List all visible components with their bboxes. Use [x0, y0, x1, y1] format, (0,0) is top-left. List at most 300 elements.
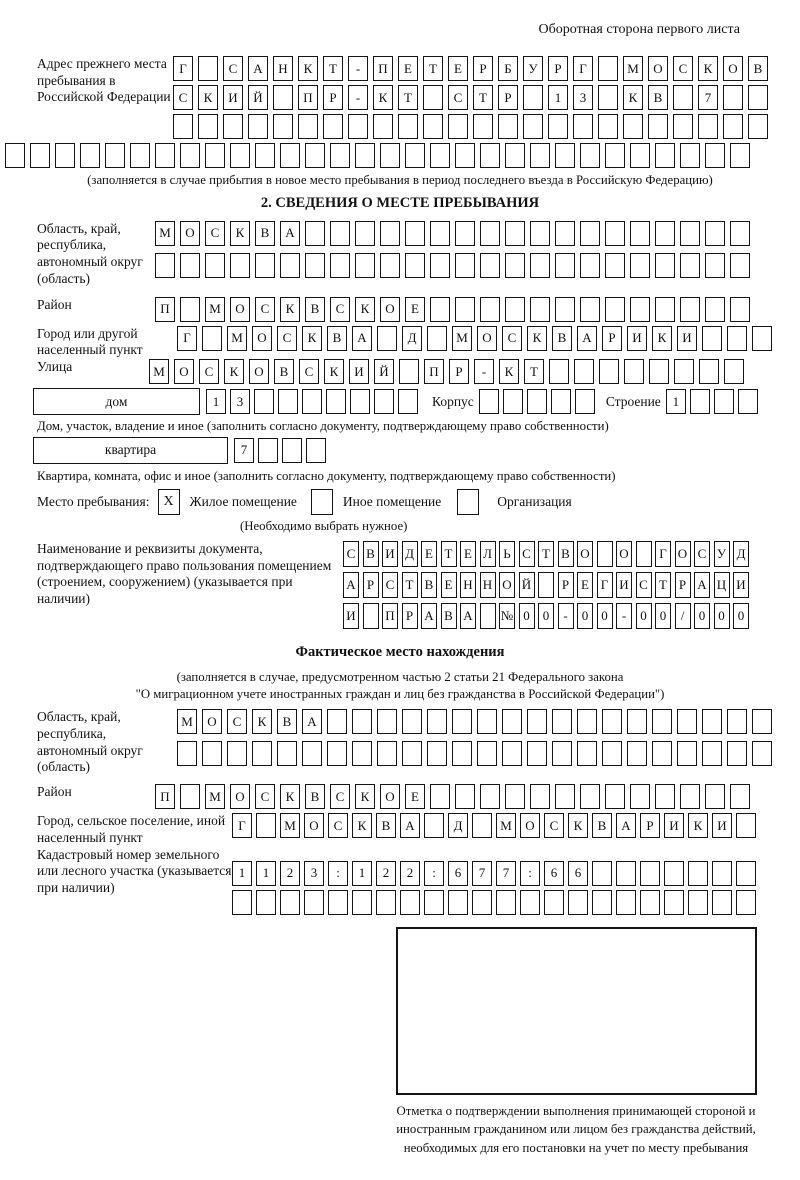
checkbox-organization: [457, 489, 479, 515]
char-cell: В: [648, 85, 668, 110]
char-cell: М: [205, 297, 225, 322]
actual-location-note-1: (заполняется в случае, предусмотренном частью 2 статьи 21 Федерального закона: [176, 669, 624, 684]
house-box: дом: [33, 388, 200, 415]
char-cell-empty: [577, 709, 597, 734]
char-cell: Р: [640, 813, 660, 838]
char-cell-empty: [155, 253, 175, 278]
char-cell: 3: [573, 85, 593, 110]
char-cell: Ь: [499, 541, 515, 567]
char-cell: И: [382, 541, 398, 567]
char-cell: /: [675, 603, 691, 629]
char-cell: №: [499, 603, 515, 629]
stroenie-cells: [666, 389, 758, 414]
char-cell-empty: [727, 709, 747, 734]
char-cell: 1: [666, 389, 686, 414]
char-cell-empty: [688, 861, 708, 886]
char-cell-empty: [376, 890, 396, 915]
char-cell: К: [298, 56, 318, 81]
char-cell: Р: [323, 85, 343, 110]
char-cell-empty: [598, 85, 618, 110]
char-cell-empty: [699, 359, 719, 384]
char-cell: Е: [448, 56, 468, 81]
char-cell-empty: [549, 359, 569, 384]
char-cell: 1: [232, 861, 252, 886]
char-cell-empty: [180, 143, 200, 168]
prev-address-cells: [173, 56, 768, 143]
char-cell: М: [496, 813, 516, 838]
char-cell: В: [552, 326, 572, 351]
char-cell: Т: [441, 541, 457, 567]
char-cell: К: [224, 359, 244, 384]
char-cell: Т: [323, 56, 343, 81]
char-cell-empty: [523, 85, 543, 110]
char-cell-empty: [355, 253, 375, 278]
char-cell: А: [421, 603, 437, 629]
char-cell-empty: [330, 253, 350, 278]
char-cell: А: [616, 813, 636, 838]
char-cell-empty: [597, 541, 613, 567]
char-cell-empty: [505, 221, 525, 246]
char-cell-empty: [568, 890, 588, 915]
char-cell: С: [277, 326, 297, 351]
char-cell-empty: [306, 438, 326, 463]
char-cell-empty: [280, 890, 300, 915]
char-cell: У: [714, 541, 730, 567]
char-cell-empty: [480, 603, 496, 629]
char-cell-empty: [202, 326, 222, 351]
char-cell: О: [499, 572, 515, 598]
char-cell: К: [355, 297, 375, 322]
char-cell-empty: [398, 389, 418, 414]
char-cell: П: [424, 359, 444, 384]
char-cell: 6: [568, 861, 588, 886]
char-cell: А: [694, 572, 710, 598]
char-cell-empty: [723, 85, 743, 110]
char-cell-empty: [655, 253, 675, 278]
char-cell-empty: [530, 143, 550, 168]
char-cell-empty: [198, 56, 218, 81]
char-cell-empty: [377, 709, 397, 734]
char-cell-empty: [430, 784, 450, 809]
char-cell: 3: [230, 389, 250, 414]
actual-region-block: [37, 709, 800, 776]
char-cell-empty: [455, 143, 475, 168]
char-cell-empty: [730, 784, 750, 809]
char-cell-empty: [230, 143, 250, 168]
house-cells: [206, 389, 418, 414]
char-cell-empty: [202, 741, 222, 766]
cadastral-row-1: [232, 861, 756, 886]
char-cell-empty: [738, 389, 758, 414]
char-cell: С: [328, 813, 348, 838]
char-cell: 0: [655, 603, 671, 629]
char-cell: 7: [698, 85, 718, 110]
char-cell: К: [688, 813, 708, 838]
char-cell-empty: [327, 741, 347, 766]
char-cell-empty: [555, 784, 575, 809]
char-cell-empty: [555, 143, 575, 168]
char-cell: И: [616, 572, 632, 598]
char-cell: О: [202, 709, 222, 734]
char-cell-empty: [674, 359, 694, 384]
char-cell: П: [155, 784, 175, 809]
char-cell-empty: [555, 297, 575, 322]
char-cell: И: [349, 359, 369, 384]
char-cell-empty: [298, 114, 318, 139]
char-cell-empty: [477, 709, 497, 734]
char-cell-empty: [326, 389, 346, 414]
char-cell-empty: [348, 114, 368, 139]
char-cell: С: [330, 297, 350, 322]
char-cell: В: [421, 572, 437, 598]
char-cell: Е: [421, 541, 437, 567]
actual-district-row: [155, 784, 750, 809]
korpus-cells: [479, 389, 595, 414]
char-cell-empty: [302, 389, 322, 414]
char-cell-empty: [505, 297, 525, 322]
char-cell-empty: [480, 143, 500, 168]
actual-location-note-2: "О миграционном учете иностранных граждан и лиц без гражданства в Российской Федерации"): [135, 686, 665, 701]
char-cell-empty: [496, 890, 516, 915]
char-cell: 7: [496, 861, 516, 886]
char-cell: В: [327, 326, 347, 351]
char-cell-empty: [552, 741, 572, 766]
char-cell-empty: [227, 741, 247, 766]
char-cell: С: [544, 813, 564, 838]
char-cell-empty: [278, 389, 298, 414]
street-label: Улица: [37, 359, 73, 375]
char-cell-empty: [373, 114, 393, 139]
char-cell-empty: [503, 389, 523, 414]
char-cell-empty: [400, 890, 420, 915]
street-row: [149, 359, 744, 384]
char-cell: Р: [498, 85, 518, 110]
char-cell-empty: [616, 890, 636, 915]
cadastral-block: [37, 847, 800, 919]
char-cell: -: [474, 359, 494, 384]
char-cell-empty: [555, 253, 575, 278]
char-cell: С: [636, 572, 652, 598]
char-cell-empty: [448, 114, 468, 139]
char-cell: -: [558, 603, 574, 629]
char-cell: О: [477, 326, 497, 351]
char-cell-empty: [727, 326, 747, 351]
char-cell-empty: [630, 784, 650, 809]
char-cell-empty: [350, 389, 370, 414]
char-cell-empty: [430, 143, 450, 168]
char-cell: Т: [473, 85, 493, 110]
char-cell-empty: [405, 253, 425, 278]
char-cell-empty: [304, 890, 324, 915]
char-cell: О: [230, 784, 250, 809]
char-cell-empty: [255, 253, 275, 278]
char-cell: Г: [232, 813, 252, 838]
section2-title: 2. СВЕДЕНИЯ О МЕСТЕ ПРЕБЫВАНИЯ: [260, 194, 540, 211]
char-cell: К: [252, 709, 272, 734]
char-cell: -: [348, 56, 368, 81]
char-cell: Р: [548, 56, 568, 81]
char-cell-empty: [305, 143, 325, 168]
char-cell-empty: [405, 221, 425, 246]
char-cell: М: [155, 221, 175, 246]
char-cell-empty: [577, 741, 597, 766]
char-cell: И: [664, 813, 684, 838]
char-cell: 6: [448, 861, 468, 886]
char-cell-empty: [702, 326, 722, 351]
char-cell-empty: [712, 890, 732, 915]
char-cell: 1: [206, 389, 226, 414]
char-cell: К: [499, 359, 519, 384]
char-cell-empty: [305, 221, 325, 246]
char-cell-empty: [551, 389, 571, 414]
char-cell: С: [343, 541, 359, 567]
char-cell: В: [274, 359, 294, 384]
char-cell-empty: [328, 890, 348, 915]
char-cell-empty: [530, 784, 550, 809]
char-cell: К: [698, 56, 718, 81]
char-cell: 2: [280, 861, 300, 886]
char-cell-empty: [280, 143, 300, 168]
char-cell-empty: [688, 890, 708, 915]
char-cell-empty: [352, 890, 372, 915]
char-cell-empty: [705, 143, 725, 168]
char-cell-empty: [555, 221, 575, 246]
char-cell: П: [155, 297, 175, 322]
char-cell: С: [519, 541, 535, 567]
char-cell: Г: [597, 572, 613, 598]
char-cell-empty: [575, 389, 595, 414]
char-cell-empty: [655, 784, 675, 809]
char-cell-empty: [302, 741, 322, 766]
char-cell: К: [568, 813, 588, 838]
char-cell-empty: [305, 253, 325, 278]
char-cell-empty: [455, 784, 475, 809]
char-cell: В: [376, 813, 396, 838]
char-cell-empty: [712, 861, 732, 886]
char-cell-empty: [327, 709, 347, 734]
char-cell-empty: [399, 359, 419, 384]
char-cell-empty: [355, 221, 375, 246]
char-cell: С: [502, 326, 522, 351]
char-cell: Й: [248, 85, 268, 110]
char-cell: 0: [577, 603, 593, 629]
district-block: [37, 297, 800, 326]
char-cell-empty: [552, 709, 572, 734]
stay-type-label: Место пребывания:: [37, 494, 150, 510]
char-cell: К: [373, 85, 393, 110]
city-label: Город или другой населенный пункт: [37, 325, 143, 358]
char-cell-empty: [523, 114, 543, 139]
char-cell-empty: [424, 813, 444, 838]
char-cell: К: [230, 221, 250, 246]
char-cell-empty: [477, 741, 497, 766]
char-cell-empty: [630, 297, 650, 322]
char-cell: :: [328, 861, 348, 886]
char-cell-empty: [736, 813, 756, 838]
char-cell: Р: [402, 603, 418, 629]
char-cell-empty: [480, 297, 500, 322]
char-cell-empty: [223, 114, 243, 139]
district-label: Район: [37, 296, 72, 312]
char-cell-empty: [177, 741, 197, 766]
char-cell-empty: [455, 221, 475, 246]
char-cell: А: [248, 56, 268, 81]
prev-address-row-1: [173, 56, 768, 81]
char-cell: В: [277, 709, 297, 734]
char-cell-empty: [702, 709, 722, 734]
char-cell-empty: [705, 221, 725, 246]
char-cell-empty: [256, 890, 276, 915]
char-cell-empty: [430, 253, 450, 278]
char-cell: :: [520, 861, 540, 886]
char-cell: 0: [733, 603, 749, 629]
document-block: [37, 541, 800, 634]
char-cell: А: [460, 603, 476, 629]
prev-address-block: [37, 56, 800, 143]
char-cell: Е: [398, 56, 418, 81]
char-cell: К: [324, 359, 344, 384]
char-cell: О: [304, 813, 324, 838]
char-cell-empty: [480, 221, 500, 246]
char-cell-empty: [748, 85, 768, 110]
char-cell-empty: [280, 253, 300, 278]
char-cell-empty: [673, 85, 693, 110]
char-cell-empty: [598, 56, 618, 81]
char-cell-empty: [580, 143, 600, 168]
char-cell: М: [623, 56, 643, 81]
char-cell: 1: [256, 861, 276, 886]
char-cell: О: [380, 297, 400, 322]
char-cell: С: [299, 359, 319, 384]
char-cell-empty: [580, 221, 600, 246]
option-residential-label: Жилое помещение: [189, 494, 297, 510]
char-cell-empty: [640, 861, 660, 886]
char-cell-empty: [664, 890, 684, 915]
char-cell: Т: [398, 85, 418, 110]
char-cell: Е: [460, 541, 476, 567]
char-cell-empty: [530, 253, 550, 278]
char-cell: 2: [400, 861, 420, 886]
char-cell: О: [249, 359, 269, 384]
char-cell-empty: [705, 297, 725, 322]
char-cell-empty: [480, 784, 500, 809]
char-cell: 7: [472, 861, 492, 886]
char-cell: Е: [405, 297, 425, 322]
char-cell: Л: [480, 541, 496, 567]
char-cell-empty: [530, 297, 550, 322]
char-cell: Р: [602, 326, 622, 351]
char-cell: В: [441, 603, 457, 629]
prev-address-row-4: [5, 143, 800, 168]
char-cell: М: [452, 326, 472, 351]
char-cell: О: [380, 784, 400, 809]
char-cell: К: [280, 297, 300, 322]
region-block: [37, 221, 800, 288]
char-cell: К: [198, 85, 218, 110]
region-row-2: [155, 253, 750, 278]
char-cell: Р: [558, 572, 574, 598]
char-cell-empty: [680, 221, 700, 246]
char-cell-empty: [205, 253, 225, 278]
char-cell-empty: [530, 221, 550, 246]
char-cell: А: [400, 813, 420, 838]
char-cell-empty: [380, 253, 400, 278]
char-cell-empty: [452, 741, 472, 766]
actual-region-row-2: [177, 741, 772, 766]
char-cell-empty: [377, 741, 397, 766]
char-cell-empty: [252, 741, 272, 766]
char-cell: О: [252, 326, 272, 351]
char-cell: Н: [273, 56, 293, 81]
actual-city-block: [37, 813, 800, 846]
char-cell: С: [223, 56, 243, 81]
char-cell-empty: [630, 253, 650, 278]
char-cell: А: [577, 326, 597, 351]
char-cell: А: [343, 572, 359, 598]
char-cell: Й: [374, 359, 394, 384]
char-cell-empty: [602, 709, 622, 734]
char-cell-empty: [752, 709, 772, 734]
char-cell: К: [623, 85, 643, 110]
char-cell-empty: [502, 709, 522, 734]
char-cell: П: [298, 85, 318, 110]
char-cell-empty: [640, 890, 660, 915]
char-cell: С: [173, 85, 193, 110]
char-cell-empty: [548, 114, 568, 139]
char-cell-empty: [573, 114, 593, 139]
char-cell: И: [712, 813, 732, 838]
char-cell: 3: [304, 861, 324, 886]
char-cell: Т: [655, 572, 671, 598]
char-cell-empty: [198, 114, 218, 139]
house-block: [33, 388, 800, 415]
char-cell-empty: [130, 143, 150, 168]
char-cell-empty: [598, 114, 618, 139]
document-row-3: [343, 603, 749, 629]
char-cell: С: [448, 85, 468, 110]
char-cell-empty: [430, 221, 450, 246]
actual-district-block: [37, 784, 800, 813]
stamp-area: [396, 927, 757, 1095]
actual-city-label: Город, сельское поселение, иной населенный пункт: [37, 813, 226, 845]
char-cell: 0: [694, 603, 710, 629]
actual-region-cells: [177, 709, 772, 770]
char-cell-empty: [677, 741, 697, 766]
char-cell-empty: [574, 359, 594, 384]
apartment-note: Квартира, комната, офис и иное (заполнить согласно документу, подтверждающему право собственности): [37, 468, 616, 483]
cadastral-row-2: [232, 890, 756, 915]
char-cell: В: [592, 813, 612, 838]
char-cell-empty: [538, 572, 554, 598]
actual-location-title: Фактическое место нахождения: [295, 643, 505, 660]
char-cell-empty: [480, 253, 500, 278]
char-cell: -: [348, 85, 368, 110]
char-cell: А: [280, 221, 300, 246]
char-cell-empty: [427, 741, 447, 766]
char-cell-empty: [627, 709, 647, 734]
char-cell: Т: [524, 359, 544, 384]
char-cell: О: [174, 359, 194, 384]
apartment-cells: [234, 438, 326, 463]
prev-address-row-3: [173, 114, 768, 139]
document-row-1: [343, 541, 749, 567]
char-cell-empty: [690, 389, 710, 414]
char-cell: К: [355, 784, 375, 809]
char-cell: Д: [448, 813, 468, 838]
char-cell-empty: [230, 253, 250, 278]
char-cell: 0: [714, 603, 730, 629]
char-cell: У: [523, 56, 543, 81]
